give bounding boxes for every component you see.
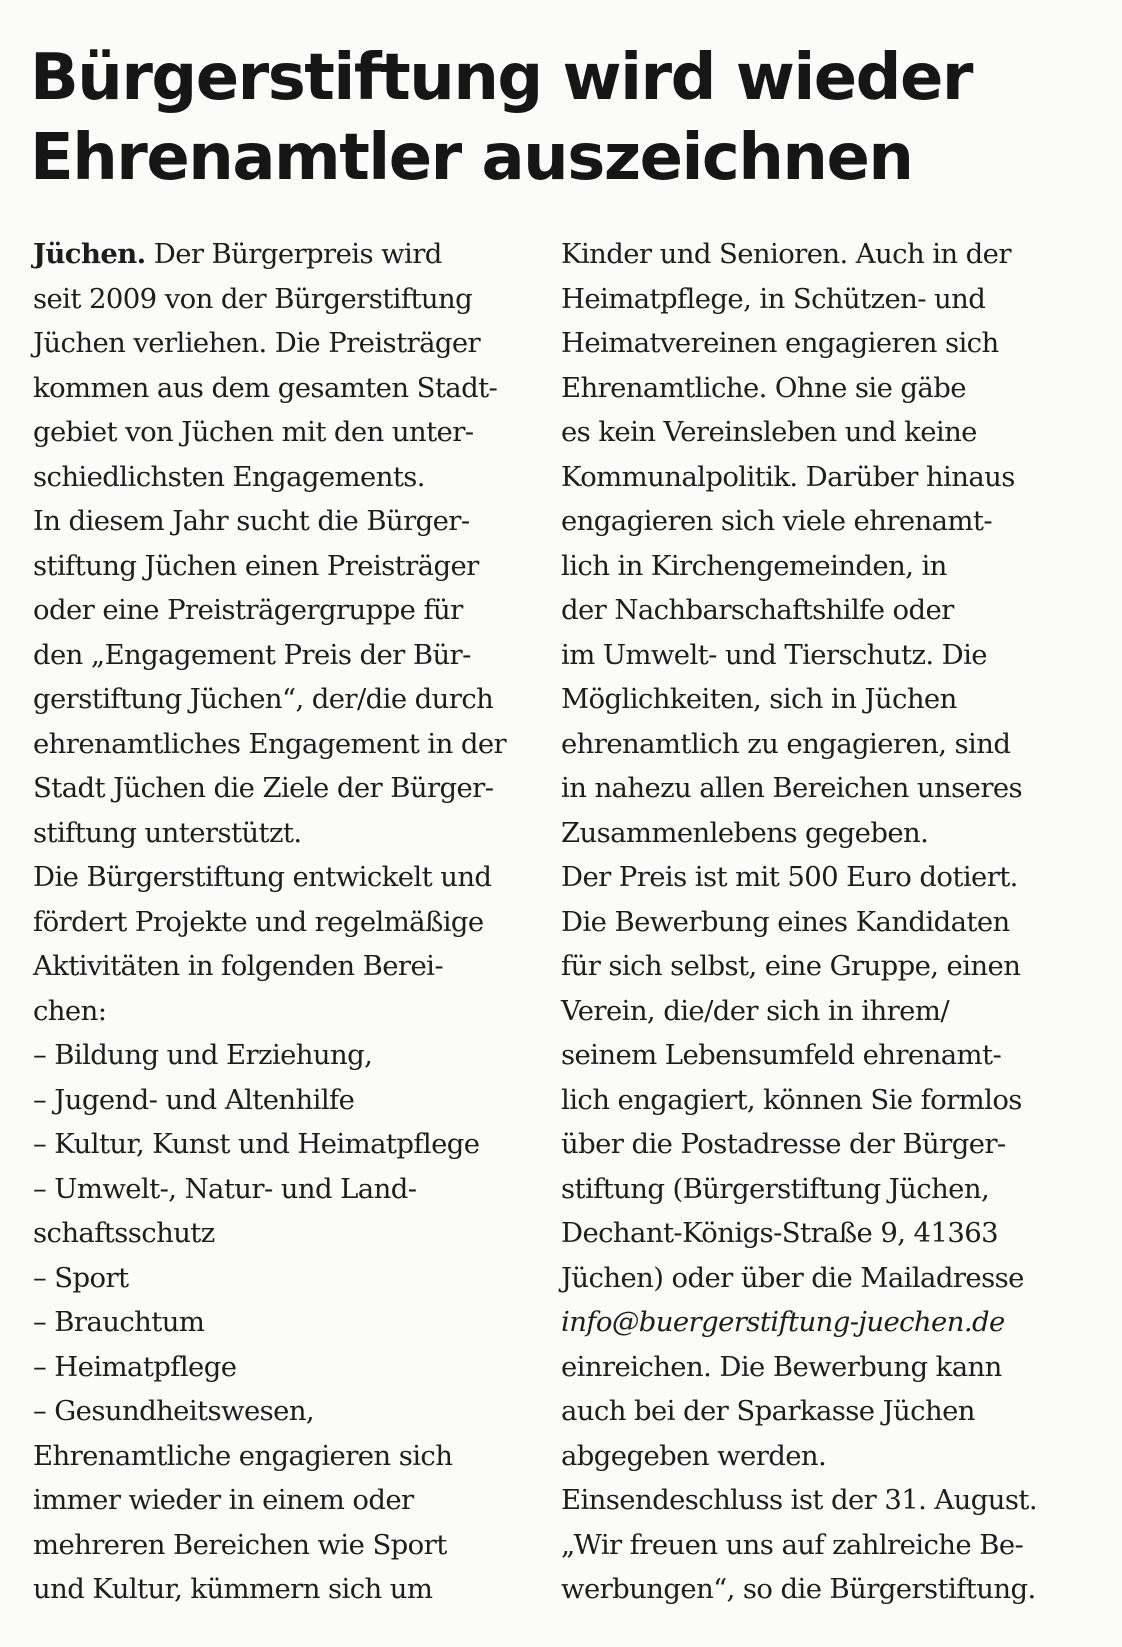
article-line: Stadt Jüchen die Ziele der Bürger- bbox=[33, 772, 494, 804]
article-line: Die Bewerbung eines Kandidaten bbox=[561, 905, 1010, 938]
article-line: stiftung (Bürgerstiftung Jüchen, bbox=[561, 1172, 990, 1205]
article-line: Heimatvereinen engagieren sich bbox=[561, 327, 999, 359]
headline-line-1: Bürgerstiftung wird wieder bbox=[30, 41, 972, 115]
article-line: der Nachbarschaftshilfe oder bbox=[561, 594, 954, 626]
article-line: ehrenamtlich zu engagieren, sind bbox=[561, 727, 1011, 760]
article-line: werbungen“, so die Bürgerstiftung. bbox=[561, 1573, 1036, 1605]
article-line: gerstiftung Jüchen“, der/die durch bbox=[33, 683, 494, 715]
article-column-right bbox=[561, 232, 1101, 1612]
article-line: Ehrenamtliche. Ohne sie gäbe bbox=[561, 371, 966, 404]
article-line: Ehrenamtliche engagieren sich bbox=[33, 1439, 453, 1472]
article-line: Heimatpflege, in Schützen- und bbox=[561, 282, 986, 315]
article-line: – Brauchtum bbox=[33, 1306, 205, 1338]
article-line: Aktivitäten in folgenden Berei- bbox=[33, 950, 444, 982]
article-line: es kein Vereinsleben und keine bbox=[561, 416, 977, 448]
article-line: kommen aus dem gesamten Stadt- bbox=[33, 371, 498, 404]
article-line: Kinder und Senioren. Auch in der bbox=[561, 238, 1011, 270]
article-line: Einsendeschluss ist der 31. August. bbox=[561, 1484, 1037, 1516]
article-line: – Heimatpflege bbox=[33, 1350, 237, 1383]
article-line bbox=[33, 232, 553, 277]
article-line: chen: bbox=[33, 994, 107, 1027]
article-line: – Umwelt-, Natur- und Land- bbox=[33, 1172, 417, 1205]
article-line: stiftung Jüchen einen Preisträger bbox=[33, 549, 479, 582]
article-line: seit 2009 von der Bürgerstiftung bbox=[33, 282, 473, 315]
article-line: lich in Kirchengemeinden, in bbox=[561, 549, 947, 582]
article-line: mehreren Bereichen wie Sport bbox=[33, 1528, 447, 1561]
article-line: Kommunalpolitik. Darüber hinaus bbox=[561, 460, 1015, 493]
article-line: ehrenamtliches Engagement in der bbox=[33, 727, 507, 760]
article-line: Jüchen) oder über die Mailadresse bbox=[561, 1261, 1024, 1294]
article-line: – Sport bbox=[33, 1261, 129, 1294]
article-line: und Kultur, kümmern sich um bbox=[33, 1573, 433, 1605]
email-address: info@buergerstiftung-juechen.de bbox=[561, 1306, 1005, 1338]
article-line: Der Preis ist mit 500 Euro dotiert. bbox=[561, 861, 1018, 893]
article-line: für sich selbst, eine Gruppe, einen bbox=[561, 950, 1021, 982]
article-line: Verein, die/der sich in ihrem/ bbox=[561, 994, 950, 1027]
article-line: „Wir freuen uns auf zahlreiche Be- bbox=[561, 1528, 1024, 1561]
article-line: Die Bürgerstiftung entwickelt und bbox=[33, 861, 492, 893]
article-line: seinem Lebensumfeld ehrenamt- bbox=[561, 1039, 1002, 1071]
dateline: Jüchen. bbox=[33, 238, 146, 270]
article-line: über die Postadresse der Bürger- bbox=[561, 1128, 1006, 1160]
article-line: In diesem Jahr sucht die Bürger- bbox=[33, 505, 470, 537]
article-line: – Jugend- und Altenhilfe bbox=[33, 1083, 355, 1116]
article-line: auch bei der Sparkasse Jüchen bbox=[561, 1395, 975, 1427]
article-line: abgegeben werden. bbox=[561, 1439, 827, 1472]
article-line: Jüchen verliehen. Die Preisträger bbox=[33, 327, 481, 359]
article-line: Zusammenlebens gegeben. bbox=[561, 816, 929, 849]
article-line: engagieren sich viele ehrenamt- bbox=[561, 505, 993, 537]
headline-line-2: Ehrenamtler auszeichnen bbox=[30, 121, 913, 195]
article-line: stiftung unterstützt. bbox=[33, 816, 302, 849]
article-line: den „Engagement Preis der Bür- bbox=[33, 638, 471, 671]
article-line: in nahezu allen Bereichen unseres bbox=[561, 772, 1023, 804]
article-line: fördert Projekte und regelmäßige bbox=[33, 905, 484, 938]
article-line: immer wieder in einem oder bbox=[33, 1484, 414, 1516]
article-line: einreichen. Die Bewerbung kann bbox=[561, 1350, 1002, 1383]
article-line: – Bildung und Erziehung, bbox=[33, 1039, 373, 1071]
article-line: schiedlichsten Engagements. bbox=[33, 460, 425, 493]
headline bbox=[30, 38, 1090, 198]
article-line-text: Der Bürgerpreis wird bbox=[145, 238, 442, 270]
article-line: im Umwelt- und Tierschutz. Die bbox=[561, 638, 987, 671]
article-line: – Kultur, Kunst und Heimatpflege bbox=[33, 1128, 480, 1160]
article-line: Dechant-Königs-Straße 9, 41363 bbox=[561, 1217, 999, 1249]
article-line: gebiet von Jüchen mit den unter- bbox=[33, 416, 474, 448]
article-line: – Gesundheitswesen, bbox=[33, 1395, 315, 1427]
article-column-left bbox=[33, 232, 553, 1612]
article-line: Möglichkeiten, sich in Jüchen bbox=[561, 683, 957, 715]
article-line: lich engagiert, können Sie formlos bbox=[561, 1083, 1022, 1116]
article-line: schaftsschutz bbox=[33, 1217, 215, 1249]
article-line: oder eine Preisträgergruppe für bbox=[33, 594, 463, 626]
